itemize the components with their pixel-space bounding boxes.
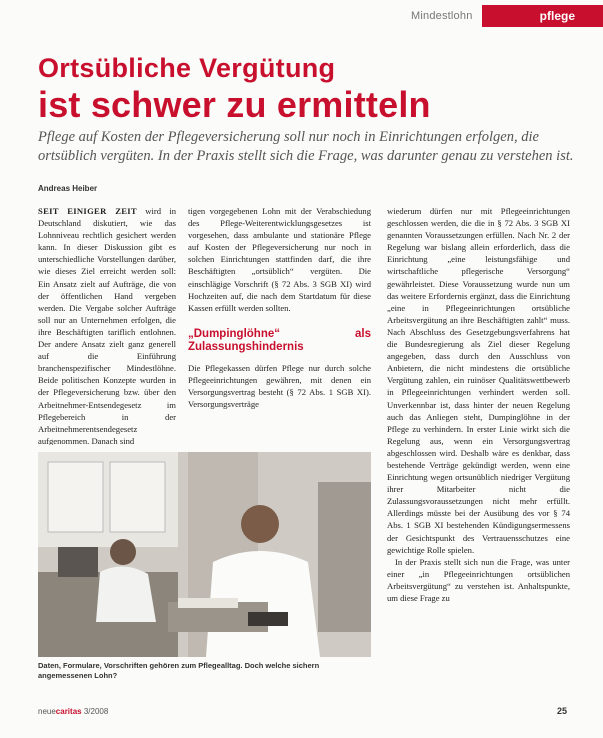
- article-headline: ist schwer zu ermitteln: [38, 84, 431, 125]
- body-column-2: [188, 205, 371, 445]
- opening-caps: SEIT EINIGER ZEIT: [38, 206, 137, 216]
- footer-brand: [38, 707, 108, 716]
- section-label: Mindestlohn: [411, 10, 473, 22]
- article-kicker: Ortsübliche Vergütung: [38, 53, 336, 83]
- footer-brand-suffix: 3/2008: [81, 707, 109, 716]
- body-column-3: [387, 205, 570, 700]
- column-3-text-2: In der Praxis stellt sich nun die Frage, was unter einer „in Pflegeeinrichtungen ortsüblichen Arbeitsvergütung“ zu verstehen ist. Anhaltspunkte, um diese Frage zu: [387, 556, 570, 603]
- body-column-1: [38, 205, 176, 445]
- column-1-text: wird in Deutschland diskutiert, wie das Lohnniveau rechtlich gesichert werden kann. In dieser Diskussion gibt es unterschiedliche Vorstellungen darüber, wie dieses Ziel erreicht werden soll: Ein Ansatz zielt auf Aufträge, die von der öffentlichen Hand vergeben werden. Die Vergabe solcher Aufträge soll nur an Unternehmen erfolgen, die ihre Beschäftigten tariflich entlohnen. Der andere Ansatz zielt ganz generell auf die Einführung branchenspezifischer Mindestlöhne. Beide politischen Konzepte wurden in der Pflegeversicherung bzw. über den Arbeitnehmer-Entsendegesetz im Pflegebereich in der Arbeitnehmerentsendegesetz aufgenommen. Danach sind: [38, 206, 176, 445]
- column-2-text-2: Die Pflegekassen dürfen Pflege nur durch solche Pflegeeinrichtungen gewähren, mit denen ein Versorgungsvertrag besteht (§ 72 Abs. 1 SGB XI). Versorgungsverträge: [188, 362, 371, 410]
- article-photo: [38, 452, 371, 657]
- nurse-office-photo: [38, 452, 371, 657]
- footer-brand-name: caritas: [55, 707, 82, 716]
- photo-caption: Daten, Formulare, Vorschriften gehören zum Pflegealltag. Doch welche sichern angemessenen Lohn?: [38, 661, 320, 680]
- footer-brand-prefix: neue: [38, 707, 56, 716]
- column-2-text-1: tigen vorgegebenen Lohn mit der Verabschiedung des Pflege-Weiterentwicklungsgesetzes ist vorgesehen, dass ambulante und stationäre Pflege auf Kosten der Pflegeversicherung nur noch in solchen Einrichtungen stattfinden darf, die ihre Beschäftigten „ortsüblich“ vergüten. Die einschlägige Vorschrift (§ 72 Abs. 3 SGB XI) wird Hochzeiten auf, die nach dem Startdatum für diese Kassen erfüllt werden sollten.: [188, 206, 371, 313]
- column-3-text-1: wiederum dürfen nur mit Pflegeeinrichtungen geschlossen werden, die die in § 72 Abs. 3 SGB XI genannten Voraussetzungen erfüllen. Nach Nr. 2 der Regelung war bislang allein erforderlich, dass die Einrichtung „eine leistungsfähige und wirtschaftliche pflegerische Versorgung“ gewährleistet. Diese Voraussetzung wurde nun um das weitere Erfordernis ergänzt, dass die Einrichtung „eine in Pflegeeinrichtungen ortsübliche Arbeitsvergütung an ihre Beschäftigten zahlt“ muss. Nach Abschluss des Gesetzgebungsverfahrens hat die Bundesregierung als Ziel dieser Regelung angegeben, dass durch den Ausschluss von Anbietern, die nicht mindestens die ortsübliche Vergütung zahlen, ein ruinöser Qualitätswettbewerb in Pflegeeinrichtungen verhindert werden soll. Unverkennbar ist, dass hinter der neuen Regelung auch das Anliegen steht, Dumpinglöhne in der Pflege zu verhindern. In erster Linie wirkt sich die Regelung aus, wenn ein Versorgungsvertrag abgeschlossen wird. Deshalb wäre es denkbar, dass bestehende Verträge gekündigt werden, wenn eine Einrichtung wegen ortsunüblich niedriger Vergütung ihrer Mitarbeiter nicht die Zulassungsvoraussetzungen nicht mehr erfüllt. Allerdings müsste bei der Ausübung des vor § 74 Abs. 1 SGB XI bestehenden Kündigungsermessens der Gesichtspunkt des Vertrauensschutzes eine gewichtige Rolle spielen.: [387, 206, 570, 555]
- section-tab: pflege: [482, 5, 603, 27]
- article-subheading: „Dumpinglöhne“ als Zulassungshindernis: [188, 327, 371, 353]
- article-lead: Pflege auf Kosten der Pflegeversicherung soll nur noch in Einrichtungen erfolgen, die ortsüblich vergüten. In der Praxis stellt sich die Frage, was darunter genau zu verstehen ist.: [38, 129, 574, 164]
- page-number: 25: [557, 706, 568, 716]
- article-author: Andreas Heiber: [38, 184, 98, 193]
